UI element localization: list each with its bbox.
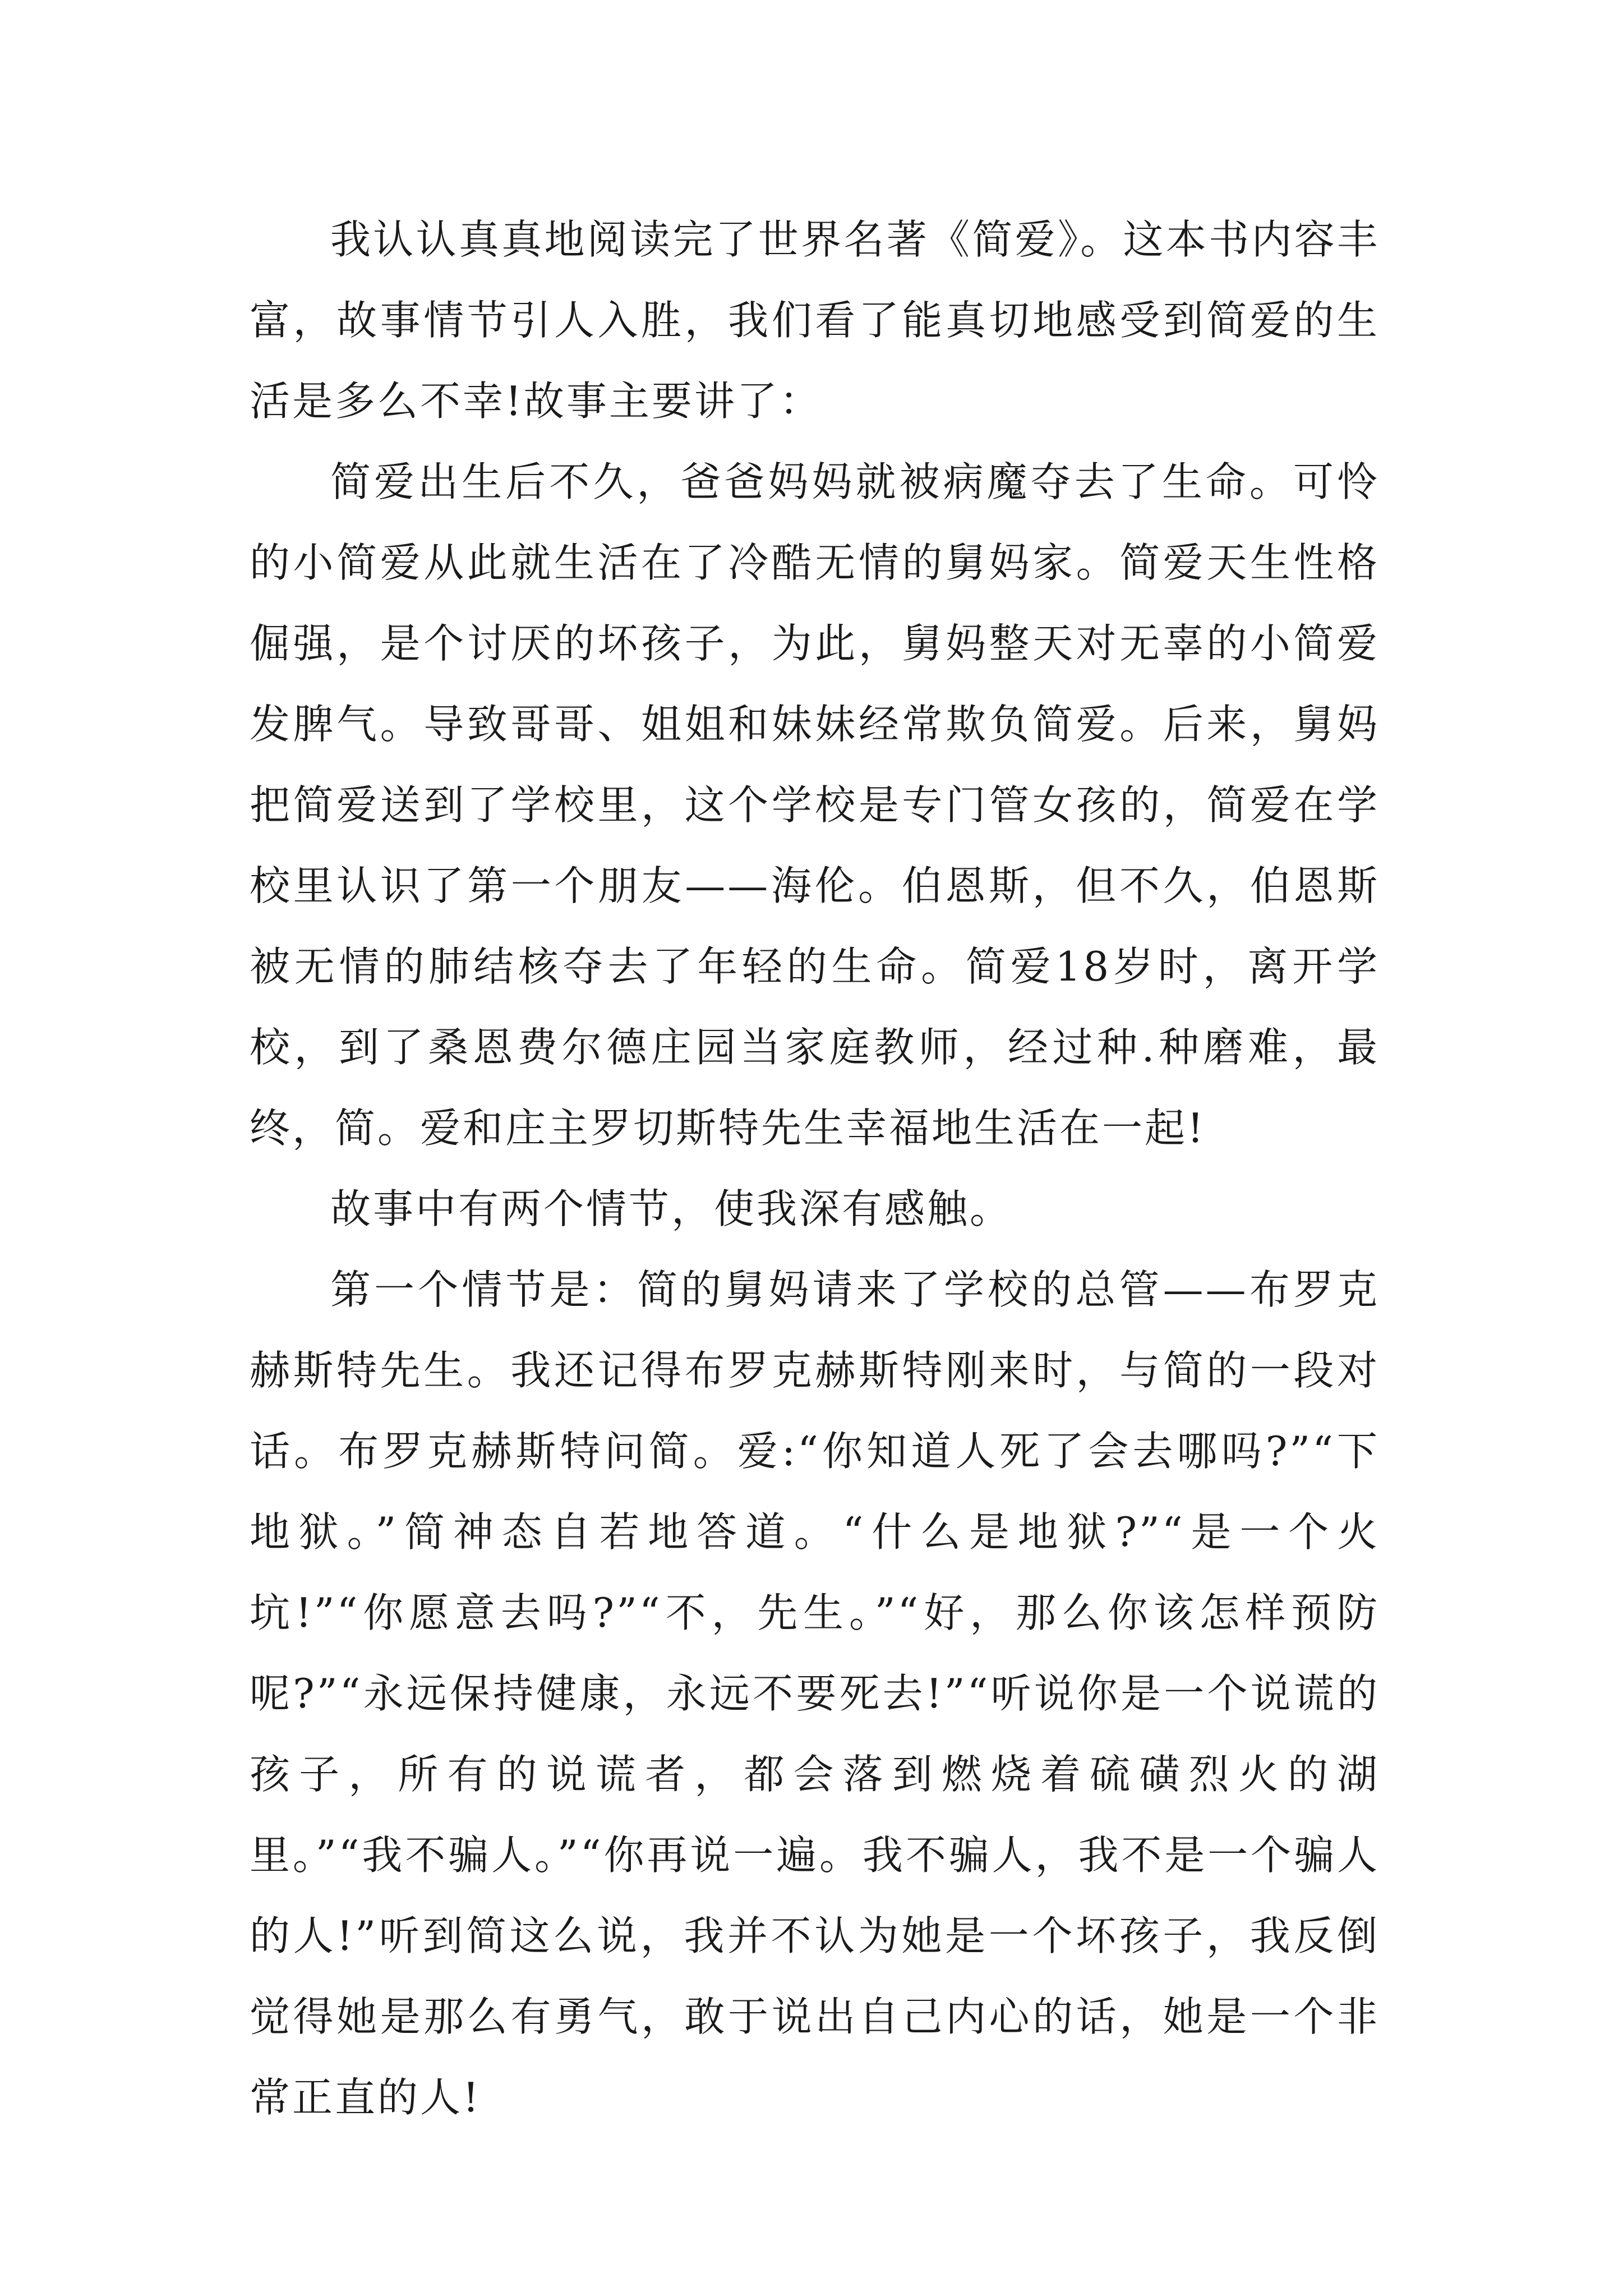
paragraph-transition: 故事中有两个情节，使我深有感触。 [330, 1185, 1013, 1232]
paragraph-plot-summary: 简爱出生后不久，爸爸妈妈就被病魔夺去了生命。可怜的小简爱从此就生活在了冷酷无情的舅妈家。简爱天生性格倔强，是个讨厌的坏孩子，为此，舅妈整天对无辜的小简爱发脾气。导致哥哥、姐姐和妹妹经常欺负简爱。后来，舅妈把简爱送到了学校里，这个学校是专门管女孩的，简爱在学校里认识了第一个朋友——海伦。伯恩斯，但不久，伯恩斯被无情的肺结核夺去了年轻的生命。简爱18岁时，离开学校，到了桑恩费尔德庄园当家庭教师，经过种.种磨难，最终，简。爱和庄主罗切斯特先生幸福地生活在一起! [250, 458, 1380, 1152]
paragraph-intro: 我认认真真地阅读完了世界名著《简爱》。这本书内容丰富，故事情节引人入胜，我们看了能真切地感受到简爱的生活是多么不幸!故事主要讲了： [250, 216, 1380, 425]
paragraph-first-episode: 第一个情节是：简的舅妈请来了学校的总管——布罗克赫斯特先生。我还记得布罗克赫斯特刚来时，与简的一段对话。布罗克赫斯特问简。爱:“你知道人死了会去哪吗?”“下地狱。”简神态自若地答道。“什么是地狱?”“是一个火坑!”“你愿意去吗?”“不，先生。”“好，那么你该怎样预防呢?”“永远保持健康，永远不要死去!”“听说你是一个说谎的孩子，所有的说谎者，都会落到燃烧着硫磺烈火的湖里。”“我不骗人。”“你再说一遍。我不骗人，我不是一个骗人的人!”听到简这么说，我并不认为她是一个坏孩子，我反倒觉得她是那么有勇气，敢于说出自己内心的话，她是一个非常正直的人! [250, 1266, 1380, 2121]
document-body [250, 199, 1380, 2138]
